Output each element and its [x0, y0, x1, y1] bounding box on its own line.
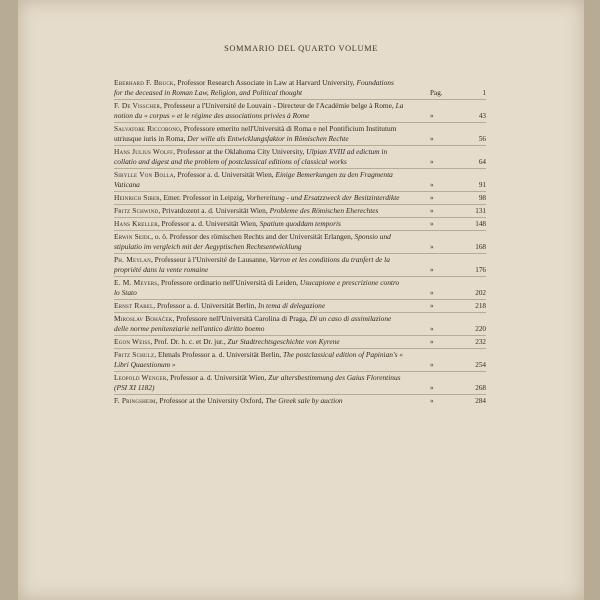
entry-page-number: 218	[475, 302, 486, 310]
entry-affiliation: , Professore ordinario nell'Università di Leiden,	[157, 278, 300, 287]
entry-work-title: La notion du « corpus » et le régime des associations privées à Rome	[114, 101, 404, 120]
entry-author: Fritz Schulz	[114, 350, 155, 359]
toc-entry	[114, 394, 486, 407]
toc-entry	[114, 335, 486, 348]
entry-work-title: Spatium quoddam temporis	[259, 219, 341, 228]
entry-page-number: 202	[475, 289, 486, 297]
entry-author: Miroslav Boháček	[114, 314, 173, 323]
page-title: SOMMARIO DEL QUARTO VOLUME	[224, 44, 378, 53]
entry-page-marker: »	[430, 266, 434, 274]
entry-page-marker: »	[430, 302, 434, 310]
entry-text	[114, 124, 404, 144]
toc-entry	[114, 217, 486, 230]
entry-page-ref	[426, 242, 486, 252]
entry-affiliation: , Professor Research Associate in Law at Harvard University,	[173, 78, 357, 87]
entry-affiliation: , Professor a. d. Universität Wien,	[157, 219, 260, 228]
entry-text	[114, 278, 404, 298]
entry-author: Ernst Rabel	[114, 301, 154, 310]
entry-page-number: 268	[475, 384, 486, 392]
entry-author: Sibylle Von Bolla	[114, 170, 174, 179]
entry-text	[114, 350, 404, 370]
entry-text	[114, 101, 404, 121]
entry-text	[114, 206, 404, 216]
entry-affiliation: , Professor a. d. Universität Wien,	[173, 170, 276, 179]
entry-affiliation: , Professor at the University Oxford,	[155, 396, 266, 405]
entry-page-marker: »	[430, 194, 434, 202]
entry-author: Erwin Seidl	[114, 232, 152, 241]
entry-page-ref	[426, 301, 486, 311]
entry-affiliation: , o. ö. Professor des römischen Rechts and der Universität Erlangen,	[151, 232, 355, 241]
entry-work-title: Zur altersbestimmung des Gaius Florentinus (PSI XI 1182)	[114, 373, 401, 392]
entry-page-ref	[426, 206, 486, 216]
entry-page-number: 43	[478, 112, 486, 120]
entry-affiliation: , Professor at the Oklahoma City University,	[173, 147, 307, 156]
entry-page-number: 232	[475, 338, 486, 346]
entry-page-number: 64	[478, 158, 486, 166]
entry-author: Leopold Wenger	[114, 373, 167, 382]
toc-entry	[114, 276, 486, 299]
toc-entry	[114, 253, 486, 276]
entry-page-number: 56	[478, 135, 486, 143]
entry-page-ref	[426, 219, 486, 229]
entry-author: Salvatore Riccobono	[114, 124, 180, 133]
entry-text	[114, 170, 404, 190]
entry-work-title: Einige Bemerkungen zu den Fragmenta Vaticana	[114, 170, 393, 189]
entry-text	[114, 301, 404, 311]
entry-affiliation: , Professor a. d. Universität Berlin,	[153, 301, 259, 310]
entry-page-ref	[426, 134, 486, 144]
entry-page-marker: Pag.	[430, 89, 443, 97]
entry-page-marker: »	[430, 207, 434, 215]
entry-page-marker: »	[430, 338, 434, 346]
entry-page-ref	[426, 111, 486, 121]
entry-work-title: Ulpian XVIII ad edictum in collatio and digest and the problem of postclassical editions of classical works	[114, 147, 388, 166]
entry-affiliation: , Professore nell'Università Carolina di Praga,	[172, 314, 310, 323]
entry-page-marker: »	[430, 181, 434, 189]
entry-affiliation: , Professore emerito nell'Università di Roma e nel Pontificium Institutum utriusque iuris in Roma,	[114, 124, 397, 143]
entry-author: Heinrich Siber	[114, 193, 160, 202]
entry-page-marker: »	[430, 397, 434, 405]
entry-page-number: 98	[478, 194, 486, 202]
entry-work-title: Probleme des Römischen Eherechtes	[269, 206, 379, 215]
entry-page-ref	[426, 88, 486, 98]
entry-text	[114, 78, 404, 98]
entry-work-title: Usucapione e prescrizione contro lo Stato	[114, 278, 400, 297]
entry-page-ref	[426, 360, 486, 370]
entry-page-ref	[426, 396, 486, 406]
entry-work-title: In tema di delegazione	[258, 301, 326, 310]
entry-page-marker: »	[430, 325, 434, 333]
entry-page-ref	[426, 288, 486, 298]
entry-page-ref	[426, 383, 486, 393]
entry-work-title: Di un caso di assimilazione delle norme penitenziarie nell'antico diritto boemo	[114, 314, 392, 333]
toc-entry	[114, 299, 486, 312]
entry-page-marker: »	[430, 289, 434, 297]
entry-text	[114, 396, 404, 406]
entry-text	[114, 147, 404, 167]
entry-page-ref	[426, 265, 486, 275]
toc-entry	[114, 145, 486, 168]
toc-entry	[114, 312, 486, 335]
entry-author: F. De Visscher	[114, 101, 161, 110]
entry-page-number: 148	[475, 220, 486, 228]
entry-page-number: 91	[478, 181, 486, 189]
entry-text	[114, 219, 404, 229]
entry-author: Egon Weiss	[114, 337, 151, 346]
entry-work-title: The postclassical edition of Papinian's « Libri Quaestionum »	[114, 350, 403, 369]
toc-entry	[114, 348, 486, 371]
entry-author: Fritz Schwind	[114, 206, 159, 215]
entry-author: E. M. Meyers	[114, 278, 158, 287]
entry-page-marker: »	[430, 135, 434, 143]
toc-entry	[114, 204, 486, 217]
toc-entry	[114, 122, 486, 145]
entry-text	[114, 255, 404, 275]
toc-entry	[114, 168, 486, 191]
entry-page-ref	[426, 337, 486, 347]
toc-entry	[114, 191, 486, 204]
entry-affiliation: , Professor a. d. Universität Wien,	[166, 373, 269, 382]
entry-page-marker: »	[430, 361, 434, 369]
entry-page-marker: »	[430, 158, 434, 166]
entry-author: Ph. Meylan	[114, 255, 151, 264]
entry-page-number: 168	[475, 243, 486, 251]
toc-entry	[114, 371, 486, 394]
entry-page-ref	[426, 193, 486, 203]
entry-work-title: Varron et les conditions du tranfert de la propriété dans la vente romaine	[114, 255, 390, 274]
entry-page-ref	[426, 157, 486, 167]
entry-page-ref	[426, 180, 486, 190]
entry-page-marker: »	[430, 220, 434, 228]
entry-page-number: 284	[475, 397, 486, 405]
entry-author: Hans Julius Wolff	[114, 147, 174, 156]
entry-page-number: 1	[482, 89, 486, 97]
entry-text	[114, 314, 404, 334]
entry-page-marker: »	[430, 243, 434, 251]
entry-affiliation: , Ehmals Professor a. d. Universität Berlin,	[154, 350, 283, 359]
entry-work-title: Foundations for the deceased in Roman Law, Religion, and Political thought	[114, 78, 394, 97]
entry-work-title: Der wille als Entwicklungsfaktor in Römischen Rechte	[187, 134, 349, 143]
entry-page-ref	[426, 324, 486, 334]
entry-affiliation: , Professeur à l'Université de Lausanne,	[150, 255, 270, 264]
toc-entry	[114, 99, 486, 122]
table-of-contents	[114, 77, 486, 407]
toc-entry	[114, 230, 486, 253]
book-page	[18, 0, 584, 600]
entry-author: Eberhard F. Bruck	[114, 78, 174, 87]
entry-page-number: 131	[475, 207, 486, 215]
entry-text	[114, 193, 404, 203]
entry-page-number: 254	[475, 361, 486, 369]
entry-page-marker: »	[430, 112, 434, 120]
entry-work-title: Zur Stadtrechtsgeschichte von Kyrene	[227, 337, 340, 346]
entry-text	[114, 232, 404, 252]
entry-text	[114, 337, 404, 347]
entry-work-title: The Greek sale by auction	[265, 396, 343, 405]
entry-author: Hans Kreller	[114, 219, 158, 228]
toc-entry	[114, 77, 486, 99]
entry-author: F. Pringsheim	[114, 396, 156, 405]
entry-affiliation: , Privatdozent a. d. Universität Wien,	[158, 206, 270, 215]
entry-affiliation: , Emer. Professor in Leipzig,	[159, 193, 247, 202]
entry-affiliation: , Professeur a l'Université de Louvain - Directeur de l'Académie belge à Rome,	[160, 101, 396, 110]
entry-page-marker: »	[430, 384, 434, 392]
entry-affiliation: , Prof. Dr. h. c. et Dr. jur.,	[150, 337, 228, 346]
entry-work-title: Vorbereitung - und Ersatzzweck der Besitzinterdikte	[246, 193, 400, 202]
entry-text	[114, 373, 404, 393]
entry-page-number: 220	[475, 325, 486, 333]
entry-work-title: Sponsio und stipulatio im vergleich mit der Aegyptischen Rechtsentwicklung	[114, 232, 391, 251]
entry-page-number: 176	[475, 266, 486, 274]
